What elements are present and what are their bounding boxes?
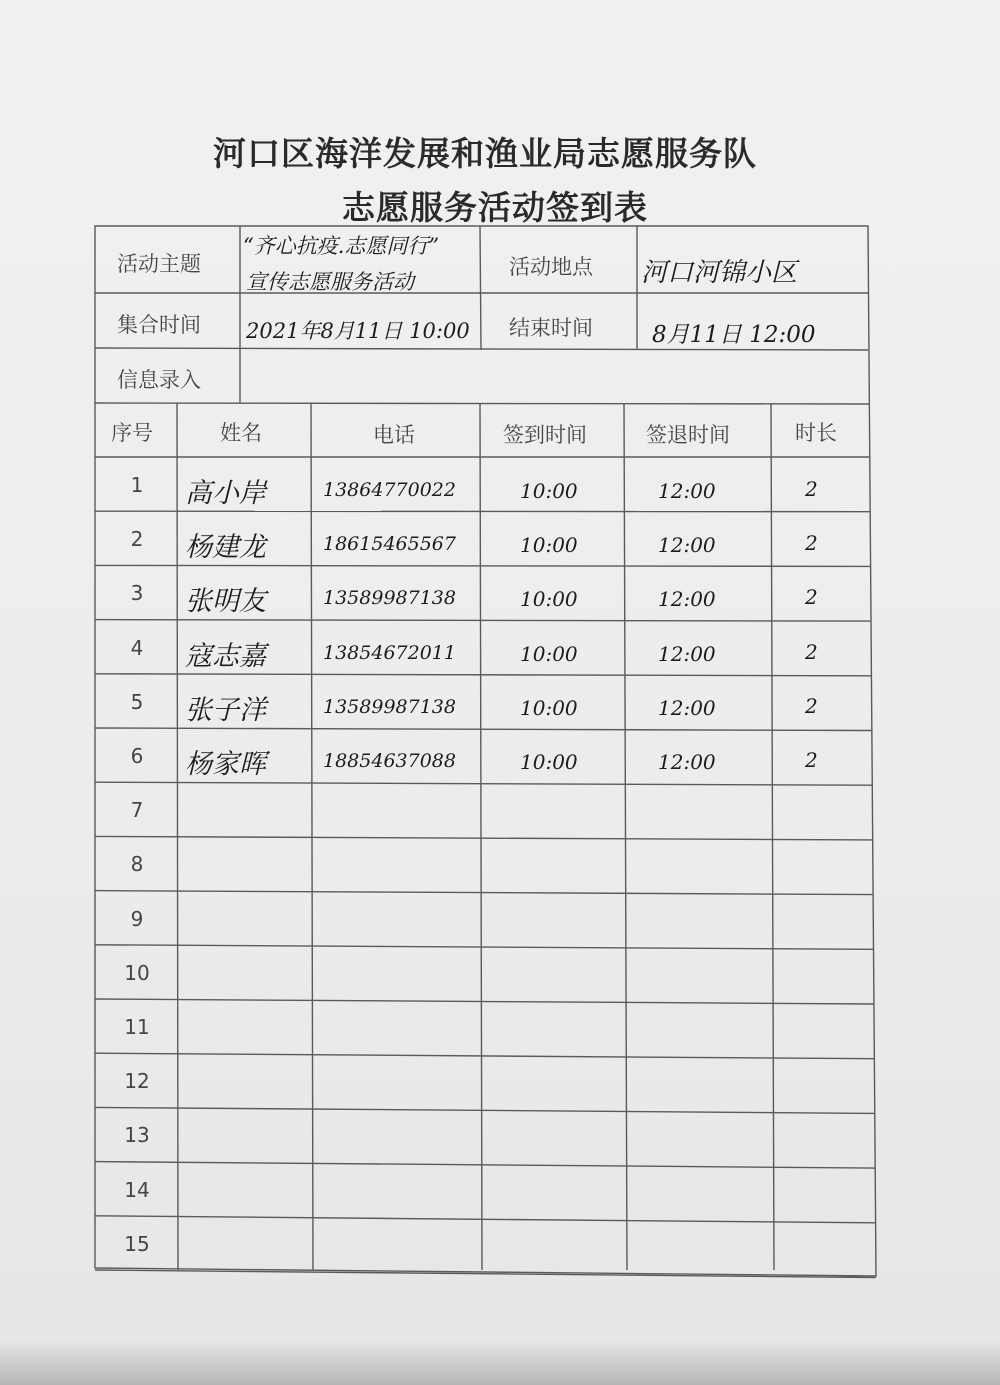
row-name: 张子洋 [185, 694, 266, 726]
row-number: 1 [130, 473, 144, 497]
row-number: 5 [130, 689, 144, 714]
row-name: 杨建龙 [185, 532, 266, 564]
theme-value-line1: “齐心抗疫.志愿同行” [243, 234, 440, 258]
row-signout: 12:00 [658, 587, 716, 612]
row-signout: 12:00 [658, 479, 716, 503]
row-number: 4 [130, 635, 144, 660]
row-signin: 10:00 [520, 641, 578, 666]
row-phone: 13589987138 [323, 587, 456, 610]
row-duration: 2 [805, 639, 818, 664]
row-signout: 12:00 [658, 695, 716, 720]
row-duration: 2 [805, 585, 818, 610]
col-header-no: 序号 [111, 421, 153, 445]
row-signin: 10:00 [520, 533, 578, 558]
row-name: 张明友 [185, 586, 266, 618]
row-number: 2 [130, 527, 144, 552]
col-header-phone: 电话 [373, 423, 415, 447]
row-signin: 10:00 [520, 750, 578, 774]
location-label: 活动地点 [509, 255, 593, 279]
theme-value-line2: 宣传志愿服务活动 [246, 270, 414, 294]
col-header-duration: 时长 [795, 421, 837, 445]
col-header-signin: 签到时间 [503, 423, 587, 447]
row-number: 14 [124, 1177, 150, 1202]
row-number: 11 [124, 1015, 150, 1039]
record-label: 信息录入 [117, 368, 201, 392]
location-value: 河口河锦小区 [641, 258, 798, 288]
row-signin: 10:00 [520, 479, 578, 503]
row-signin: 10:00 [520, 587, 578, 612]
gather-time-label: 集合时间 [117, 313, 201, 337]
row-number: 13 [124, 1123, 150, 1148]
end-time-label: 结束时间 [509, 316, 593, 340]
row-number: 12 [124, 1069, 150, 1094]
row-phone: 18854637088 [323, 750, 456, 772]
row-phone: 13589987138 [323, 695, 456, 718]
sheet-title-line1: 河口区海洋发展和渔业局志愿服务队 [213, 134, 757, 173]
row-duration: 2 [805, 693, 818, 718]
row-name: 杨家晖 [185, 749, 266, 780]
row-phone: 18615465567 [323, 533, 456, 556]
row-phone: 13854672011 [323, 641, 456, 664]
row-duration: 2 [805, 477, 818, 501]
row-duration: 2 [805, 531, 818, 556]
row-name: 寇志嘉 [185, 640, 266, 672]
row-number: 8 [130, 852, 144, 877]
row-name: 高小岸 [185, 478, 266, 509]
row-signin: 10:00 [520, 695, 578, 720]
sheet-title-line2: 志愿服务活动签到表 [342, 188, 648, 227]
gather-time-value: 2021年8月11日 10:00 [246, 319, 470, 343]
row-number: 15 [124, 1231, 150, 1256]
row-number: 9 [130, 906, 144, 931]
row-phone: 13864770022 [323, 479, 456, 501]
row-number: 3 [130, 581, 144, 606]
row-signout: 12:00 [658, 750, 716, 774]
row-number: 7 [130, 798, 144, 823]
row-number: 10 [124, 960, 150, 985]
col-header-signout: 签退时间 [646, 423, 730, 447]
row-signout: 12:00 [658, 533, 716, 558]
row-signout: 12:00 [658, 641, 716, 666]
paper-shadow [0, 1340, 1000, 1385]
row-number: 6 [130, 744, 144, 768]
end-time-value: 8月11日 12:00 [652, 322, 816, 348]
theme-label: 活动主题 [117, 252, 201, 276]
col-header-name: 姓名 [220, 421, 262, 445]
row-duration: 2 [805, 748, 818, 772]
